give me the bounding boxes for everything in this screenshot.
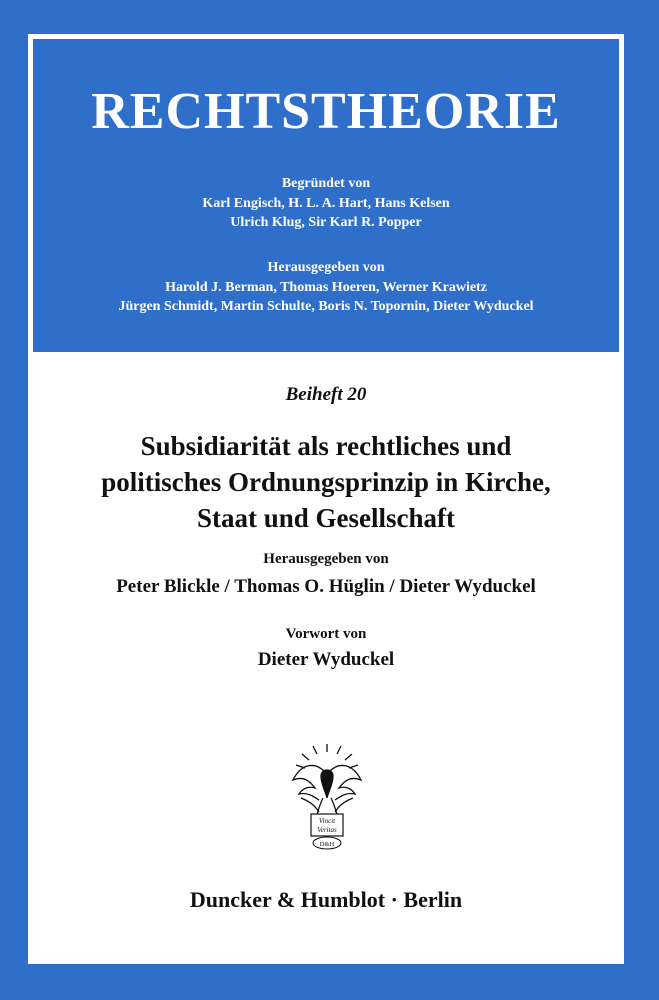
series-editors-line: Harold J. Berman, Thomas Hoeren, Werner Krawietz	[165, 280, 487, 295]
book-title-line: Staat und Gesellschaft	[196, 503, 456, 533]
foreword-author: Dieter Wyduckel	[257, 649, 395, 670]
cover-border	[28, 34, 624, 964]
supplement-number: Beiheft 20	[285, 384, 367, 405]
foreword-label: Vorwort von	[285, 626, 367, 642]
series-editors-line: Jürgen Schmidt, Martin Schulte, Boris N. Topornin, Dieter Wyduckel	[118, 299, 534, 314]
book-title-line: politisches Ordnungsprinzip in Kirche,	[101, 467, 551, 497]
founders-line: Ulrich Klug, Sir Karl R. Popper	[230, 215, 422, 230]
book-editors: Peter Blickle / Thomas O. Hüglin / Dieter Wyduckel	[116, 576, 536, 597]
founders-line: Karl Engisch, H. L. A. Hart, Hans Kelsen	[202, 196, 450, 211]
series-title: RECHTSTHEORIE	[91, 83, 561, 140]
publisher-imprint: Duncker & Humblot · Berlin	[189, 887, 463, 912]
book-editors-label: Herausgegeben von	[263, 551, 389, 567]
logo-monogram: D&H	[319, 841, 335, 848]
founded-label: Begründet von	[281, 176, 371, 191]
logo-banner-text: Vincit	[318, 817, 336, 825]
logo-banner-text: Veritas	[317, 826, 337, 834]
book-title-line: Subsidiarität als rechtliches und	[140, 431, 512, 461]
series-editors-label: Herausgegeben von	[267, 260, 385, 275]
